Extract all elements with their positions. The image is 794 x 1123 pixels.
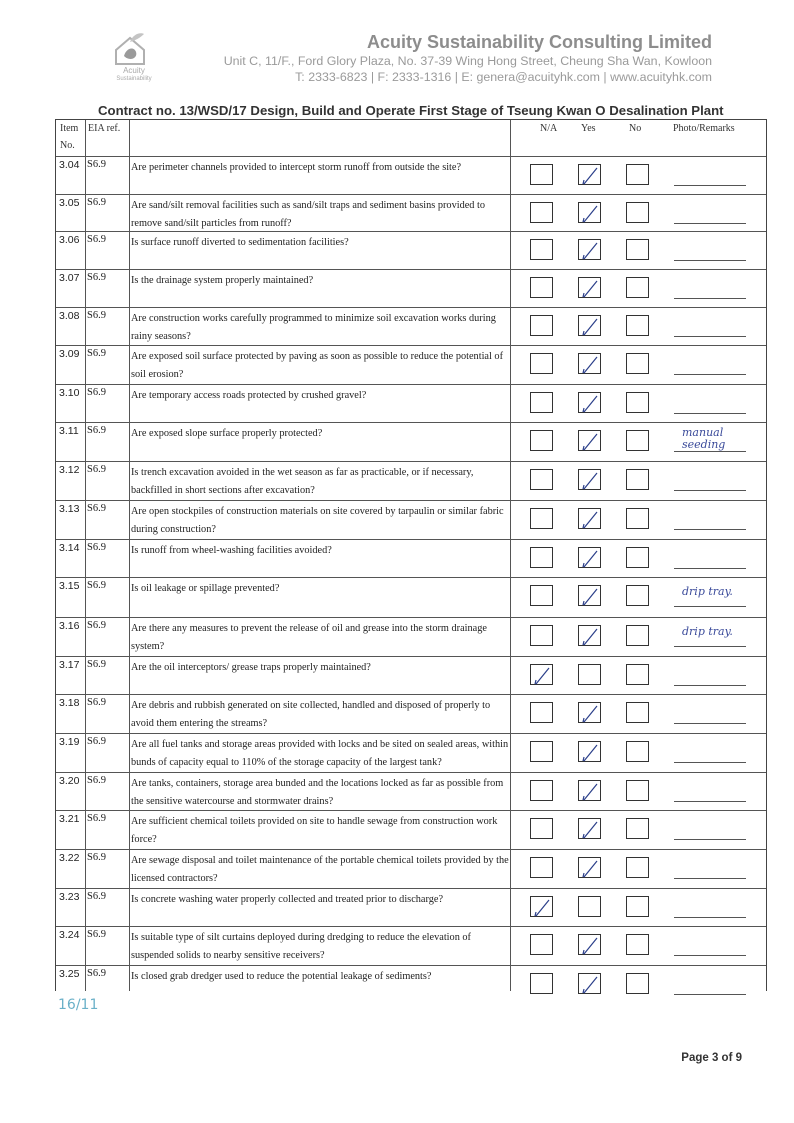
checkbox-no[interactable] bbox=[626, 664, 649, 685]
header-item: Item bbox=[60, 123, 79, 134]
question-text: Is closed grab dredger used to reduce the potential leakage of sediments? bbox=[131, 971, 432, 982]
eia-reference: S6.9 bbox=[87, 775, 106, 786]
item-number: 3.09 bbox=[59, 348, 80, 360]
eia-reference: S6.9 bbox=[87, 310, 106, 321]
check-mark-icon bbox=[531, 897, 554, 918]
eia-reference: S6.9 bbox=[87, 891, 106, 902]
eia-reference: S6.9 bbox=[87, 464, 106, 475]
checkbox-no[interactable] bbox=[626, 277, 649, 298]
eia-reference: S6.9 bbox=[87, 697, 106, 708]
check-mark-icon bbox=[579, 548, 602, 569]
checkbox-na[interactable] bbox=[530, 741, 553, 762]
logo-subtext: Sustainability bbox=[116, 76, 152, 82]
checkbox-yes[interactable] bbox=[578, 430, 601, 451]
checkbox-no[interactable] bbox=[626, 508, 649, 529]
checkbox-yes[interactable] bbox=[578, 164, 601, 185]
checkbox-na[interactable] bbox=[530, 585, 553, 606]
remarks-line bbox=[674, 260, 746, 261]
item-number: 3.15 bbox=[59, 580, 80, 592]
question-text: Are perimeter channels provided to intercept storm runoff from outside the site? bbox=[131, 162, 462, 173]
checkbox-yes[interactable] bbox=[578, 469, 601, 490]
checkbox-no[interactable] bbox=[626, 164, 649, 185]
table-row bbox=[56, 926, 766, 965]
remarks-line bbox=[674, 298, 746, 299]
check-mark-icon bbox=[579, 858, 602, 879]
checkbox-no[interactable] bbox=[626, 857, 649, 878]
item-number: 3.06 bbox=[59, 234, 80, 246]
item-number: 3.04 bbox=[59, 159, 80, 171]
eia-reference: S6.9 bbox=[87, 348, 106, 359]
checkbox-yes[interactable] bbox=[578, 818, 601, 839]
check-mark-icon bbox=[579, 626, 602, 647]
pencil-note: 16/11 bbox=[58, 997, 99, 1013]
remarks-line bbox=[674, 413, 746, 414]
remarks-line bbox=[674, 568, 746, 569]
table-row bbox=[56, 694, 766, 733]
remarks-line bbox=[674, 490, 746, 491]
question-text: Is trench excavation avoided in the wet season as far as practicable, or if necessary, backfilled in short sections after excavation? bbox=[131, 467, 474, 496]
eia-reference: S6.9 bbox=[87, 929, 106, 940]
remarks-line bbox=[674, 955, 746, 956]
checkbox-no[interactable] bbox=[626, 702, 649, 723]
checkbox-yes[interactable] bbox=[578, 664, 601, 685]
table-row bbox=[56, 422, 766, 461]
question-text: Are open stockpiles of construction materials on site covered by tarpaulin or similar fabric during construction? bbox=[131, 506, 504, 535]
eia-reference: S6.9 bbox=[87, 813, 106, 824]
check-mark-icon bbox=[579, 470, 602, 491]
item-number: 3.08 bbox=[59, 310, 80, 322]
check-mark-icon bbox=[579, 509, 602, 530]
question-text: Are all fuel tanks and storage areas provided with locks and be sited on sealed areas, within bunds of capacity equal to 110% of the storage capacity of the largest tank? bbox=[131, 739, 509, 768]
remarks-line bbox=[674, 801, 746, 802]
item-number: 3.14 bbox=[59, 542, 80, 554]
table-row bbox=[56, 345, 766, 384]
checkbox-no[interactable] bbox=[626, 353, 649, 374]
check-mark-icon bbox=[579, 393, 602, 414]
remarks-line bbox=[674, 994, 746, 995]
checkbox-yes[interactable] bbox=[578, 625, 601, 646]
remarks-line bbox=[674, 723, 746, 724]
checkbox-na[interactable] bbox=[530, 430, 553, 451]
table-row bbox=[56, 194, 766, 233]
remarks-line bbox=[674, 839, 746, 840]
checklist-table bbox=[55, 119, 767, 991]
checkbox-no[interactable] bbox=[626, 239, 649, 260]
question-text: Are the oil interceptors/ grease traps properly maintained? bbox=[131, 662, 371, 673]
table-row bbox=[56, 733, 766, 772]
question-text: Are sufficient chemical toilets provided on site to handle sewage from construction work force? bbox=[131, 816, 498, 845]
check-mark-icon bbox=[579, 819, 602, 840]
remarks-line bbox=[674, 606, 746, 607]
remarks-line bbox=[674, 223, 746, 224]
checkbox-na[interactable] bbox=[530, 508, 553, 529]
table-row bbox=[56, 656, 766, 695]
checkbox-na[interactable] bbox=[530, 164, 553, 185]
eia-reference: S6.9 bbox=[87, 272, 106, 283]
item-number: 3.25 bbox=[59, 968, 80, 980]
checkbox-no[interactable] bbox=[626, 547, 649, 568]
question-text: Is the drainage system properly maintained? bbox=[131, 275, 314, 286]
item-number: 3.21 bbox=[59, 813, 80, 825]
question-text: Are there any measures to prevent the release of oil and grease into the storm drainage system? bbox=[131, 623, 487, 652]
item-number: 3.11 bbox=[59, 425, 79, 437]
question-text: Is surface runoff diverted to sedimentation facilities? bbox=[131, 237, 349, 248]
checkbox-no[interactable] bbox=[626, 818, 649, 839]
table-row bbox=[56, 539, 766, 578]
question-text: Is concrete washing water properly collected and treated prior to discharge? bbox=[131, 894, 444, 905]
eia-reference: S6.9 bbox=[87, 580, 106, 591]
question-text: Are debris and rubbish generated on site collected, handled and disposed of properly to avoid them entering the streams? bbox=[131, 700, 491, 729]
checkbox-no[interactable] bbox=[626, 430, 649, 451]
checkbox-yes[interactable] bbox=[578, 585, 601, 606]
checkbox-yes[interactable] bbox=[578, 896, 601, 917]
checkbox-yes[interactable] bbox=[578, 702, 601, 723]
checkbox-na[interactable] bbox=[530, 315, 553, 336]
check-mark-icon bbox=[579, 203, 602, 224]
eia-reference: S6.9 bbox=[87, 197, 106, 208]
question-text: Are tanks, containers, storage area bunded and the locations locked as far as possible from the sensitive watercourse and stormwater drains? bbox=[131, 778, 504, 807]
item-number: 3.23 bbox=[59, 891, 80, 903]
question-text: Are construction works carefully programmed to minimize soil excavation works during rainy seasons? bbox=[131, 313, 496, 342]
item-number: 3.12 bbox=[59, 464, 80, 476]
check-mark-icon bbox=[579, 781, 602, 802]
check-mark-icon bbox=[579, 165, 602, 186]
table-row bbox=[56, 384, 766, 423]
page-number: Page 3 of 9 bbox=[681, 1052, 742, 1064]
contact-line: T: 2333-6823 | F: 2333-1316 | E: genera@acuityhk.com | www.acuityhk.com bbox=[295, 69, 712, 84]
checkbox-no[interactable] bbox=[626, 780, 649, 801]
checkbox-no[interactable] bbox=[626, 934, 649, 955]
question-text: Are temporary access roads protected by crushed gravel? bbox=[131, 390, 367, 401]
question-text: Are sewage disposal and toilet maintenance of the portable chemical toilets provided by the licensed contractors? bbox=[131, 855, 509, 884]
header-yes: Yes bbox=[581, 123, 596, 134]
item-number: 3.24 bbox=[59, 929, 80, 941]
table-row bbox=[56, 156, 766, 195]
checkbox-no[interactable] bbox=[626, 741, 649, 762]
eia-reference: S6.9 bbox=[87, 620, 106, 631]
table-row bbox=[56, 965, 766, 1004]
header-na: N/A bbox=[540, 123, 558, 134]
checkbox-na[interactable] bbox=[530, 780, 553, 801]
question-text: Are exposed slope surface properly protected? bbox=[131, 428, 323, 439]
header-eia-ref: EIA ref. bbox=[88, 123, 121, 134]
eia-reference: S6.9 bbox=[87, 503, 106, 514]
eia-reference: S6.9 bbox=[87, 659, 106, 670]
handwritten-remark: drip tray. bbox=[682, 585, 733, 598]
checkbox-no[interactable] bbox=[626, 585, 649, 606]
address-line: Unit C, 11/F., Ford Glory Plaza, No. 37-39 Wing Hong Street, Cheung Sha Wan, Kowloon bbox=[223, 54, 712, 68]
check-mark-icon bbox=[531, 665, 554, 686]
checkbox-yes[interactable] bbox=[578, 277, 601, 298]
remarks-line bbox=[674, 762, 746, 763]
eia-reference: S6.9 bbox=[87, 852, 106, 863]
checkbox-na[interactable] bbox=[530, 469, 553, 490]
handwritten-remark: drip tray. bbox=[682, 625, 733, 638]
eia-reference: S6.9 bbox=[87, 425, 106, 436]
header-remarks: Photo/Remarks bbox=[673, 123, 735, 134]
check-mark-icon bbox=[579, 935, 602, 956]
remarks-line bbox=[674, 917, 746, 918]
checkbox-na[interactable] bbox=[530, 353, 553, 374]
checkbox-no[interactable] bbox=[626, 315, 649, 336]
table-row bbox=[56, 461, 766, 500]
checkbox-no[interactable] bbox=[626, 202, 649, 223]
checkbox-na[interactable] bbox=[530, 202, 553, 223]
eia-reference: S6.9 bbox=[87, 736, 106, 747]
company-name: Acuity Sustainability Consulting Limited bbox=[366, 32, 712, 52]
table-row bbox=[56, 577, 766, 616]
checkbox-yes[interactable] bbox=[578, 857, 601, 878]
checkbox-na[interactable] bbox=[530, 934, 553, 955]
check-mark-icon bbox=[579, 974, 602, 995]
check-mark-icon bbox=[579, 431, 602, 452]
remarks-line bbox=[674, 336, 746, 337]
check-mark-icon bbox=[579, 316, 602, 337]
checkbox-na[interactable] bbox=[530, 857, 553, 878]
check-mark-icon bbox=[579, 240, 602, 261]
table-row bbox=[56, 269, 766, 308]
table-row bbox=[56, 500, 766, 539]
eia-reference: S6.9 bbox=[87, 968, 106, 979]
logo-name: Acuity bbox=[123, 66, 145, 75]
item-number: 3.05 bbox=[59, 197, 80, 209]
checkbox-yes[interactable] bbox=[578, 973, 601, 994]
header-no: No bbox=[629, 123, 642, 134]
item-number: 3.10 bbox=[59, 387, 80, 399]
checkbox-yes[interactable] bbox=[578, 741, 601, 762]
table-row bbox=[56, 849, 766, 888]
contract-title: Contract no. 13/WSD/17 Design, Build and Operate First Stage of Tseung Kwan O Desalination Plant bbox=[98, 103, 724, 118]
logo-text bbox=[106, 66, 162, 84]
question-text: Is oil leakage or spillage prevented? bbox=[131, 583, 280, 594]
handwritten-remark: manual seeding bbox=[682, 426, 726, 451]
table-row bbox=[56, 810, 766, 849]
table-row bbox=[56, 888, 766, 927]
checkbox-no[interactable] bbox=[626, 973, 649, 994]
check-mark-icon bbox=[579, 278, 602, 299]
checkbox-yes[interactable] bbox=[578, 353, 601, 374]
eia-reference: S6.9 bbox=[87, 159, 106, 170]
checkbox-na[interactable] bbox=[530, 702, 553, 723]
checkbox-yes[interactable] bbox=[578, 508, 601, 529]
check-mark-icon bbox=[579, 354, 602, 375]
checkbox-no[interactable] bbox=[626, 896, 649, 917]
checkbox-yes[interactable] bbox=[578, 239, 601, 260]
table-row bbox=[56, 772, 766, 811]
question-text: Is suitable type of silt curtains deployed during dredging to reduce the elevation of suspended solids to nearby sensitive receivers? bbox=[131, 932, 471, 961]
checkbox-yes[interactable] bbox=[578, 392, 601, 413]
item-number: 3.17 bbox=[59, 659, 80, 671]
checkbox-yes[interactable] bbox=[578, 315, 601, 336]
checkbox-na[interactable] bbox=[530, 973, 553, 994]
table-row bbox=[56, 231, 766, 270]
header-item-no: No. bbox=[60, 140, 75, 151]
remarks-line bbox=[674, 529, 746, 530]
remarks-line bbox=[674, 185, 746, 186]
item-number: 3.22 bbox=[59, 852, 80, 864]
checkbox-na[interactable] bbox=[530, 625, 553, 646]
eia-reference: S6.9 bbox=[87, 387, 106, 398]
item-number: 3.07 bbox=[59, 272, 80, 284]
checkbox-yes[interactable] bbox=[578, 934, 601, 955]
checkbox-no[interactable] bbox=[626, 625, 649, 646]
remarks-line bbox=[674, 685, 746, 686]
check-mark-icon bbox=[579, 703, 602, 724]
remarks-line bbox=[674, 451, 746, 452]
item-number: 3.19 bbox=[59, 736, 80, 748]
check-mark-icon bbox=[579, 742, 602, 763]
checkbox-na[interactable] bbox=[530, 818, 553, 839]
checkbox-no[interactable] bbox=[626, 469, 649, 490]
eia-reference: S6.9 bbox=[87, 234, 106, 245]
table-row bbox=[56, 617, 766, 656]
remarks-line bbox=[674, 374, 746, 375]
question-text: Is runoff from wheel-washing facilities avoided? bbox=[131, 545, 332, 556]
item-number: 3.18 bbox=[59, 697, 80, 709]
checkbox-na[interactable] bbox=[530, 277, 553, 298]
checkbox-yes[interactable] bbox=[578, 780, 601, 801]
question-text: Are sand/silt removal facilities such as sand/silt traps and sediment basins provided to remove sand/silt particles from runoff? bbox=[131, 200, 486, 229]
remarks-line bbox=[674, 878, 746, 879]
checkbox-na[interactable] bbox=[530, 392, 553, 413]
checkbox-yes[interactable] bbox=[578, 202, 601, 223]
item-number: 3.20 bbox=[59, 775, 80, 787]
question-text: Are exposed soil surface protected by paving as soon as possible to reduce the potential of soil erosion? bbox=[131, 351, 504, 380]
checkbox-yes[interactable] bbox=[578, 547, 601, 568]
check-mark-icon bbox=[579, 586, 602, 607]
table-row bbox=[56, 307, 766, 346]
eia-reference: S6.9 bbox=[87, 542, 106, 553]
item-number: 3.16 bbox=[59, 620, 80, 632]
remarks-line bbox=[674, 646, 746, 647]
checkbox-na[interactable] bbox=[530, 664, 553, 685]
checkbox-na[interactable] bbox=[530, 547, 553, 568]
company-address bbox=[224, 54, 712, 85]
checkbox-no[interactable] bbox=[626, 392, 649, 413]
checkbox-na[interactable] bbox=[530, 239, 553, 260]
checkbox-na[interactable] bbox=[530, 896, 553, 917]
item-number: 3.13 bbox=[59, 503, 80, 515]
